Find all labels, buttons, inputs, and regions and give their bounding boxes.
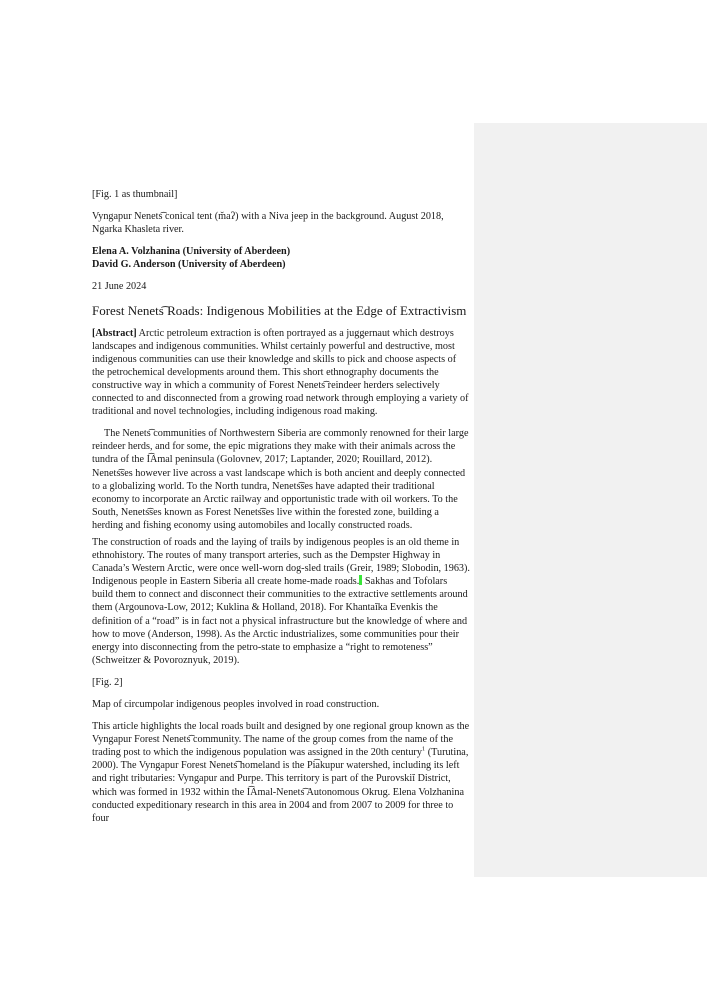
body-paragraph-1: The Nenets͡ communities of Northwestern Siberia are commonly renowned for their large reindeer herds, and for some, the epic migrations they make with their animals across the tundra of the I͡Amal peninsula (Golovnev, 2017; Laptander, 2020; Rouillard, 2012). Nenets͡ses however live across a vast landscape which is both ancient and deeply connected to a globalizing world. To the North tundra, Nenets͡ses have adapted their traditional economy to incorporate an Arctic railway and opportunistic trade with oil workers. To the South, Nenets͡ses known as Forest Nenets͡ses live within the forested zone, building a herding and fishing economy using automobiles and locally constructed roads.: [92, 428, 469, 531]
body-paragraph-3: [92, 720, 470, 825]
abstract-paragraph: [92, 327, 470, 419]
author-list: [92, 245, 470, 271]
author-1: Elena A. Volzhanina (University of Aberdeen): [92, 246, 291, 258]
paragraph-2-text-b: Sakhas and Tofolars build them to connect and disconnect their communities to the extractive settlements around them (Argounova-Low, 2012; Kuklina & Holland, 2018). For Khantaĭka Evenkis the definition of a “road” is in fact not a physical infrastructure but the knowledge of where and how to move (Anderson, 1998). As the Arctic industrializes, some communities pour their energy into disconnecting from the petro-state to emphasize a “right to remoteness” (Schweitzer & Povoroznyuk, 2019).: [92, 576, 468, 666]
document-body: [92, 188, 470, 834]
paragraph-2-text-a: The construction of roads and the laying of trails by indigenous peoples is an old theme in ethnohistory. The routes of many transport arteries, such as the Dempster Highway in Canada’s Western Arctic, were once well-worn dog-sled trails (Greir, 1989; Slobodin, 1963). Indigenous people in Eastern Siberia all create home-made roads.: [92, 536, 470, 588]
fig1-placeholder: [Fig. 1 as thumbnail]: [92, 189, 178, 200]
paper-title: Forest Nenets͡ Roads: Indigenous Mobilities at the Edge of Extractivism: [92, 302, 467, 318]
comment-margin-pane: [474, 123, 707, 877]
abstract-label: [Abstract]: [92, 327, 137, 339]
fig2-placeholder: [Fig. 2]: [92, 676, 123, 688]
paragraph-3-text-a: This article highlights the local roads built and designed by one regional group known as the Vyngapur Forest Nenets͡ community. The name of the group comes from the name of the trading post to which the indigenous population was assigned in the 20th century: [92, 721, 470, 759]
document-date: 21 June 2024: [92, 281, 147, 293]
fig1-caption: Vyngapur Nenets͡ conical tent (m̆aʔ) with a Niva jeep in the background. August 2018, Ngarka Khasleta river.: [92, 211, 444, 236]
author-2: David G. Anderson (University of Aberdeen): [92, 259, 286, 271]
abstract-text: Arctic petroleum extraction is often portrayed as a juggernaut which destroys landscapes and indigenous communities. Whilst certainly powerful and destructive, most indigenous communities can use their knowledge and skills to pick and choose aspects of the petrochemical developments around them. This short ethnography documents the constructive way in which a community of Forest Nenets͡ reindeer herders selectively connected to and disconnected from a growing road network through employing a variety of traditional and novel technologies, including indigenous road making.: [92, 327, 469, 418]
footnote-marker[interactable]: 1: [421, 745, 426, 753]
body-paragraph-2: [92, 536, 470, 667]
paragraph-3-text-b: (Turutina, 2000). The Vyngapur Forest Nenets͡ homeland is the Pi͡akupur watershed, including its left and right tributaries: Vyngapur and Purpe. This territory is part of the Purovskiĭ District, which was formed in 1932 within the I͡Amal-Nenets͡ Autonomous Okrug. Elena Volzhanina conducted expeditionary research in this area in 2004 and from 2007 to 2009 for three to four: [92, 747, 469, 824]
fig2-caption: Map of circumpolar indigenous peoples involved in road construction.: [92, 699, 380, 710]
